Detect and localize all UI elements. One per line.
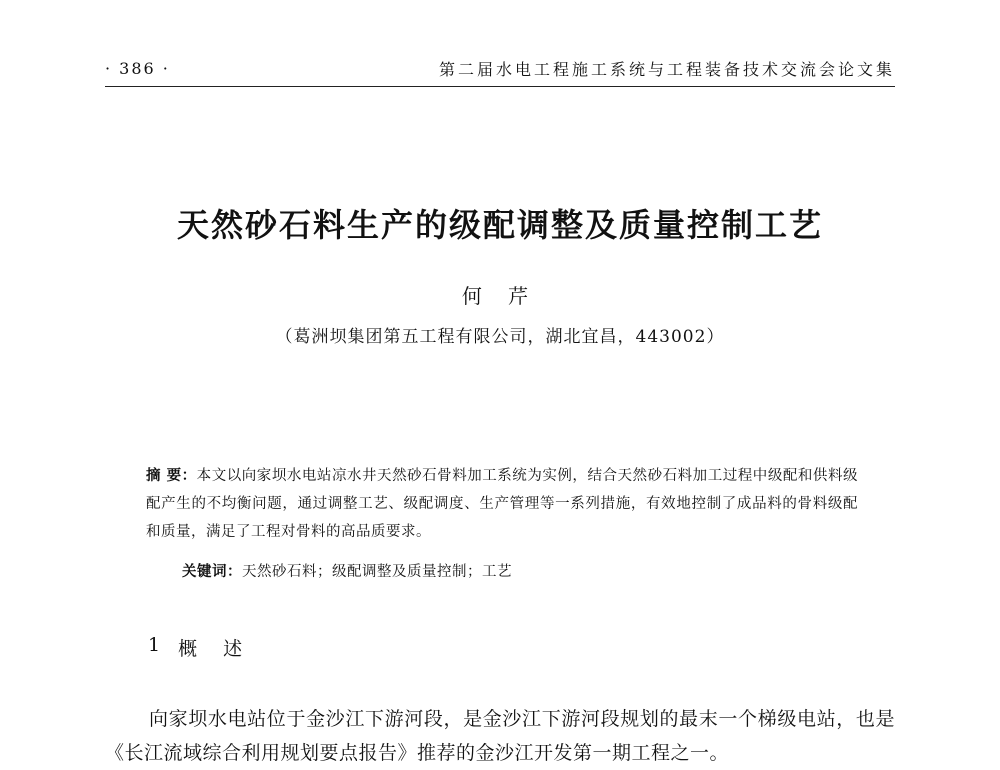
section-number: 1 (148, 634, 161, 656)
author-name: 何 芹 (461, 284, 539, 308)
running-title: 第二届水电工程施工系统与工程装备技术交流会论文集 (438, 59, 895, 79)
keywords-text: 天然砂石料；级配调整及质量控制；工艺 (242, 564, 512, 580)
keywords (182, 560, 862, 581)
abstract-label: 摘 要： (146, 467, 197, 484)
section-title: 概 述 (178, 638, 253, 660)
section-heading (148, 634, 252, 661)
body-paragraph: 向家坝水电站位于金沙江下游河段，是金沙江下游河段规划的最末一个梯级电站，也是《长江流域综合利用规划要点报告》推荐的金沙江开发第一期工程之一。 (105, 708, 895, 764)
abstract (146, 462, 858, 546)
page-header (105, 50, 895, 87)
abstract-text: 本文以向家坝水电站凉水井天然砂石骨料加工系统为实例，结合天然砂石料加工过程中级配和供料级配产生的不均衡问题，通过调整工艺、级配调度、生产管理等一系列措施，有效地控制了成品料的骨料级配和质量，满足了工程对骨料的高品质要求。 (146, 468, 858, 540)
author-affiliation: （葛洲坝集团第五工程有限公司，湖北宜昌，443002） (275, 327, 725, 347)
paper-title: 天然砂石料生产的级配调整及质量控制工艺 (176, 206, 823, 244)
keywords-label: 关键词： (182, 563, 242, 580)
page-number: · 386 · (105, 58, 170, 78)
